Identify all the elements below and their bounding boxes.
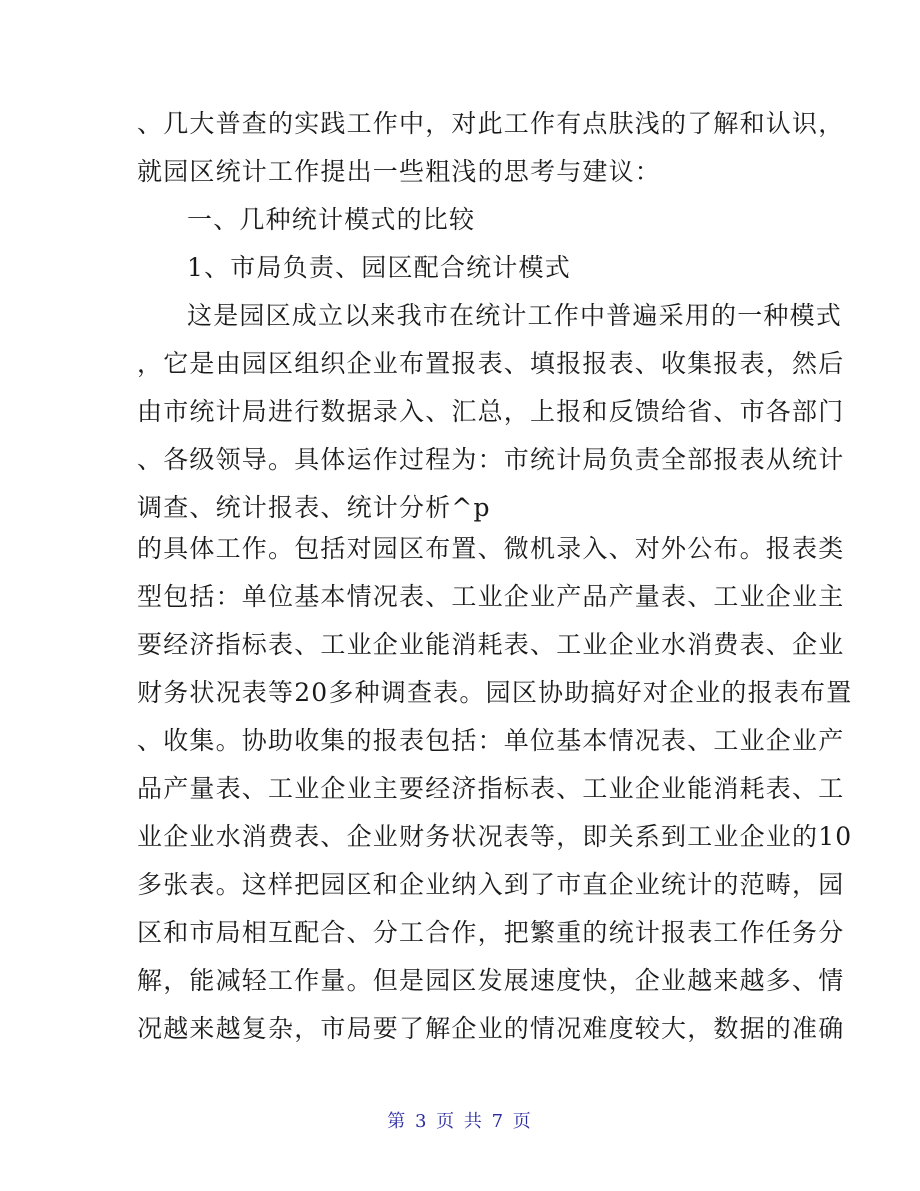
text-line-6: ，它是由园区组织企业布置报表、填报报表、收集报表，然后 — [137, 349, 845, 378]
text-line-12: 要经济指标表、工业企业能消耗表、工业企业水消费表、企业 — [137, 630, 845, 659]
text-line-18: 区和市局相互配合、分工合作，把繁重的统计报表工作任务分 — [137, 918, 845, 947]
text-line-7: 由市统计局进行数据录入、汇总，上报和反馈给省、市各部门 — [137, 397, 845, 426]
text-line-20: 况越来越复杂，市局要了解企业的情况难度较大，数据的准确 — [137, 1014, 845, 1043]
text-line-11: 型包括：单位基本情况表、工业企业产品产量表、工业企业主 — [137, 582, 845, 611]
text-line-2: 就园区统计工作提出一些粗浅的思考与建议： — [137, 157, 662, 186]
page-number-footer: 第 3 页 共 7 页 — [387, 1111, 533, 1132]
text-line-16: 业企业水消费表、企业财务状况表等，即关系到工业企业的10 — [137, 822, 853, 851]
text-line-17: 多张表。这样把园区和企业纳入到了市直企业统计的范畴，园 — [137, 870, 845, 899]
text-line-1: 、几大普查的实践工作中，对此工作有点肤浅的了解和认识， — [137, 109, 845, 138]
section-heading: 一、几种统计模式的比较 — [187, 205, 476, 234]
text-line-15: 品产量表、工业企业主要经济指标表、工业企业能消耗表、工 — [137, 774, 845, 803]
text-line-10: 的具体工作。包括对园区布置、微机录入、对外公布。报表类 — [137, 534, 845, 563]
subsection-heading: 1、市局负责、园区配合统计模式 — [187, 253, 571, 282]
text-line-13: 财务状况表等20多种调查表。园区协助搞好对企业的报表布置 — [137, 678, 853, 707]
text-line-9: 调查、统计报表、统计分析^p — [137, 493, 491, 522]
text-line-19: 解，能减轻工作量。但是园区发展速度快，企业越来越多、情 — [137, 966, 845, 995]
text-line-5: 这是园区成立以来我市在统计工作中普遍采用的一种模式 — [187, 301, 843, 330]
text-line-14: 、收集。协助收集的报表包括：单位基本情况表、工业企业产 — [137, 726, 845, 755]
text-line-8: 、各级领导。具体运作过程为：市统计局负责全部报表从统计 — [137, 445, 845, 474]
